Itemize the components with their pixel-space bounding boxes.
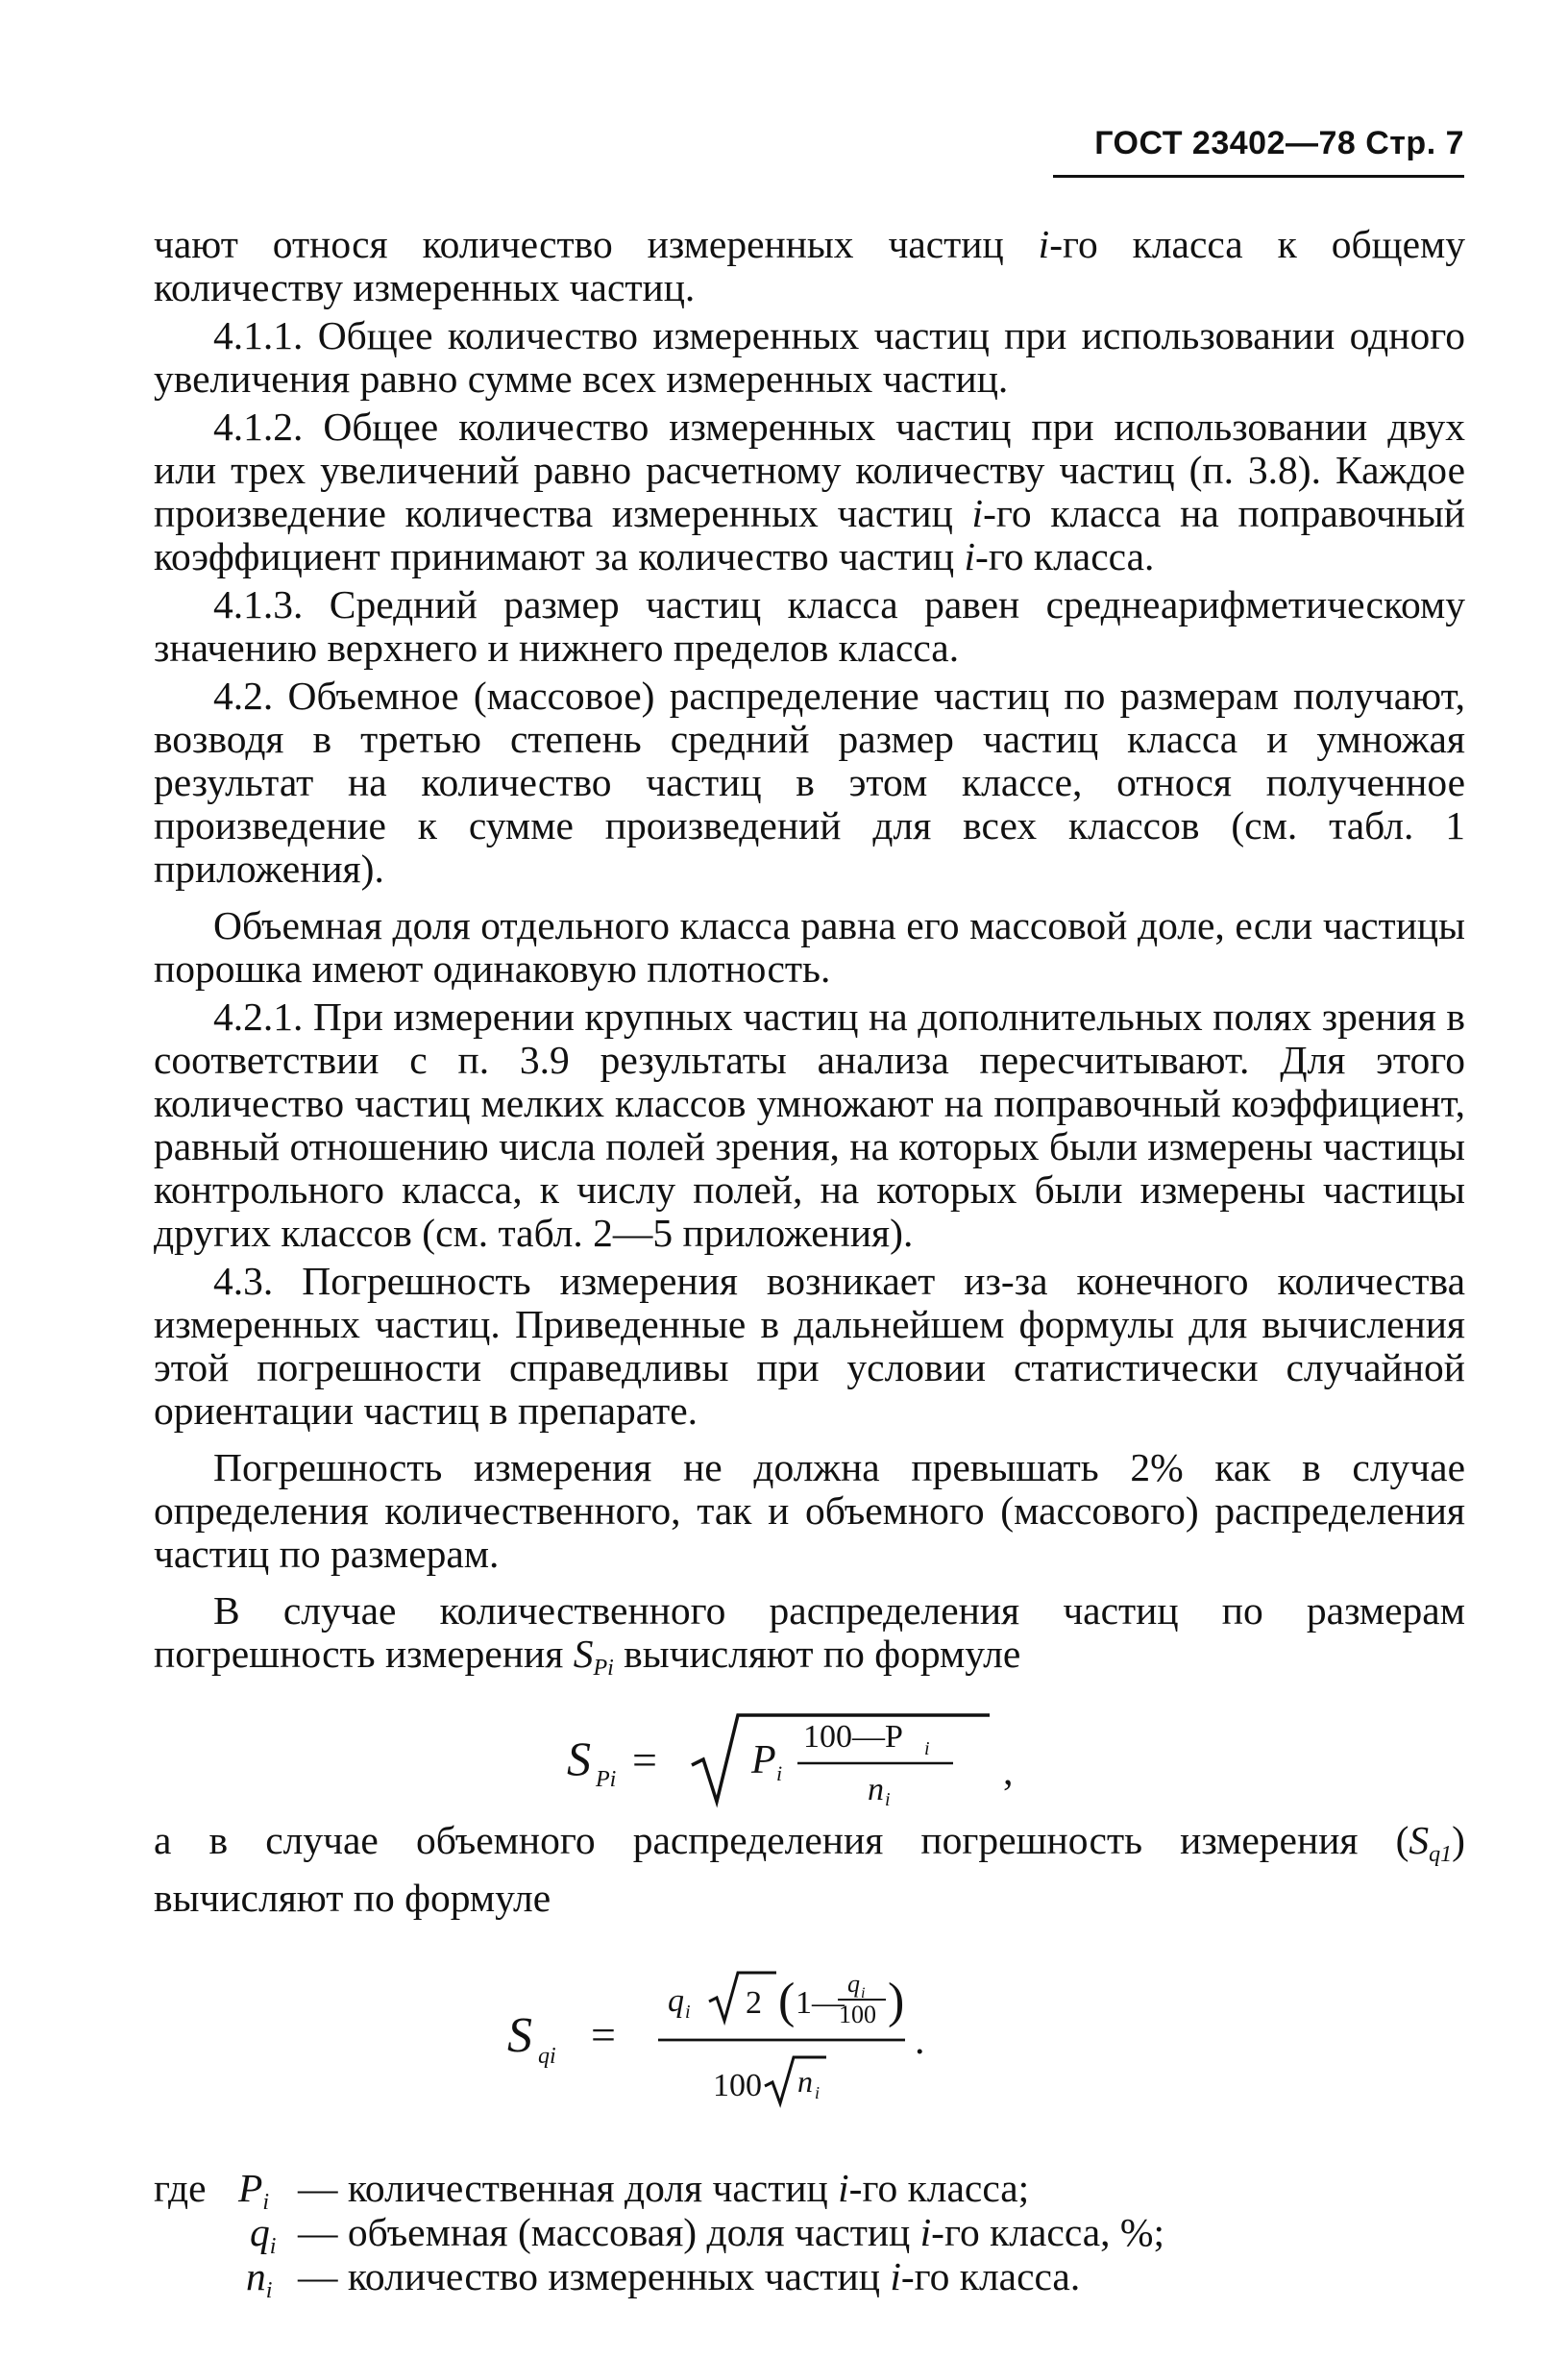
- formula2-radical-2: [709, 1973, 776, 2021]
- symbol-subscript: Pi: [593, 1656, 614, 1681]
- italic-run: i: [1038, 222, 1050, 266]
- formula2-two: 2: [746, 1985, 762, 2021]
- text-run: -го класса к общему количеству измеренных частиц.: [154, 222, 1465, 309]
- legend-symbol-sub: i: [262, 2190, 270, 2215]
- formula-sq: [490, 1927, 990, 2148]
- formula2-eq: =: [591, 2010, 616, 2059]
- legend-symbol-sub: i: [265, 2278, 273, 2303]
- paragraph-4-2: 4.2. Объемное (массовое) распределение частиц по размерам получают, возводя в третью степень средний размер частиц класса и умножая результат на количество частиц в этом классе, относя полученное произведение к сумме произведений для всех классов (см. табл. 1 приложения).: [154, 674, 1465, 891]
- formula2-den-coef: 100: [713, 2068, 762, 2103]
- legend-where-label: где: [154, 2166, 207, 2210]
- formula1-numerator-sub: i: [924, 1738, 930, 1759]
- formula2-paren-open: (: [778, 1974, 796, 2028]
- paragraph-continuation: [154, 223, 1465, 309]
- formula2-q-sub: i: [685, 2002, 691, 2023]
- legend-description: [298, 2254, 1080, 2298]
- formula1-denominator-sub: i: [885, 1789, 891, 1810]
- formula2-inner-num-sub: i: [861, 1985, 866, 2002]
- formula2-q: q: [668, 1983, 684, 2019]
- text-run: В случае количественного распределения частиц по размерам погрешность измерения: [154, 1588, 1465, 1676]
- italic-run: i: [964, 534, 975, 578]
- formula2-inner-num: q: [847, 1970, 860, 1998]
- formula2-den-n: n: [797, 2064, 813, 2099]
- paragraph-4-2-1: 4.2.1. При измерении крупных частиц на дополнительных полях зрения в соответствии с п. 3.9 результаты анализа пересчитывают. Для этого количество частиц мелких классов умножают на поправочный коэффициент, равный отношению числа полей зрения, на которых были измерены частицы контрольного класса, к числу полей, на которых были измерены частицы других классов (см. табл. 2—5 приложения).: [154, 995, 1465, 1255]
- paragraph-4-1-2: [154, 405, 1465, 578]
- text-run: — количественная доля частиц: [298, 2166, 839, 2210]
- formula2-den-n-sub: i: [815, 2083, 821, 2102]
- italic-run: i: [890, 2254, 901, 2298]
- legend-symbol-letter: q: [250, 2210, 270, 2254]
- paragraph-4-1-1: 4.1.1. Общее количество измеренных частиц при использовании одного увеличения равно сумме всех измеренных частиц.: [154, 313, 1465, 401]
- legend-description: [298, 2210, 1164, 2254]
- text-run: -го класса;: [848, 2166, 1030, 2210]
- text-run: — объемная (массовая) доля частиц: [298, 2210, 920, 2254]
- text-run: — количество измеренных частиц: [298, 2254, 891, 2298]
- symbol-subscript: q1: [1429, 1842, 1453, 1867]
- formula2-inner-den: 100: [839, 2001, 876, 2028]
- legend-symbol-sub: i: [269, 2234, 277, 2259]
- italic-run: i: [919, 2210, 932, 2254]
- legend-symbol-letter: P: [238, 2166, 263, 2210]
- legend-row: [154, 2254, 1480, 2303]
- formula1-p: P: [751, 1738, 776, 1782]
- text-run: -го класса.: [900, 2254, 1081, 2298]
- text-run: чают относя количество измеренных частиц: [154, 222, 1039, 266]
- text-run: -го класса.: [975, 534, 1155, 578]
- italic-run: i: [838, 2166, 849, 2210]
- italic-run: i: [971, 491, 984, 535]
- symbol-s: S: [573, 1632, 594, 1676]
- legend-symbol-letter: n: [246, 2254, 266, 2298]
- legend-description: [298, 2166, 1029, 2210]
- formula1-p-sub: i: [776, 1761, 783, 1785]
- formula2-period: .: [915, 2019, 925, 2063]
- paragraph-error-limit: Погрешность измерения не должна превышать 2% как в случае определения количественного, так и объемного (массового) распределения частиц по размерам.: [154, 1445, 1465, 1576]
- formula1-lhs-sub: Pi: [596, 1767, 617, 1792]
- formula1-eq: =: [632, 1735, 657, 1784]
- page-header: ГОСТ 23402—78 Стр. 7: [1094, 125, 1464, 161]
- text-run: а в случае объемного распределения погрешность измерения (: [154, 1818, 1409, 1862]
- formula1-comma: ,: [1003, 1750, 1014, 1794]
- header-rule: [1053, 175, 1464, 178]
- text-run: -го класса, %;: [931, 2210, 1165, 2254]
- formula2-lhs-sub: qi: [538, 2044, 556, 2069]
- legend-row: [154, 2210, 1480, 2259]
- paragraph-4-3: 4.3. Погрешность измерения возникает из-за конечного количества измеренных частиц. Приведенные в дальнейшем формулы для вычисления этой погрешности справедливы при условии статистически случайной ориентации частиц в препарате.: [154, 1259, 1465, 1433]
- formula1-lhs: S: [567, 1732, 591, 1785]
- formula1-numerator: 100—P: [803, 1719, 903, 1755]
- paragraph-4-1-3: 4.1.3. Средний размер частиц класса равен среднеарифметическому значению верхнего и нижнего пределов класса.: [154, 582, 1465, 670]
- text-run: 4.1.2. Общее количество измеренных частиц при использовании двух или трех увеличений равно расчетному количеству частиц (п. 3.8). Каждое произведение количества измеренных частиц: [154, 405, 1465, 535]
- body-text-after-formula1: [154, 1819, 1465, 1925]
- formula-sp: [538, 1706, 1038, 1811]
- formula2-paren-close: ): [888, 1974, 905, 2028]
- paragraph-volume-share: Объемная доля отдельного класса равна его массовой доле, если частицы порошка имеют одинаковую плотность.: [154, 903, 1465, 991]
- symbol-legend: [154, 2166, 1480, 2303]
- text-run: -го класса на поправочный коэффициент принимают за количество частиц: [154, 491, 1465, 578]
- symbol-s: S: [1409, 1818, 1430, 1862]
- formula2-one-minus: 1—: [796, 1985, 845, 2021]
- paragraph-volume-distribution: [154, 1819, 1465, 1920]
- legend-row: [154, 2166, 1480, 2215]
- formula1-denominator: n: [868, 1772, 884, 1807]
- paragraph-count-distribution: [154, 1589, 1465, 1690]
- legend-symbol: [246, 2254, 272, 2313]
- text-run: ) вычисляют по формуле: [154, 1818, 1465, 1920]
- text-run: вычисляют по формуле: [613, 1632, 1021, 1676]
- formula2-lhs: S: [507, 2008, 532, 2063]
- body-text: [154, 223, 1465, 1695]
